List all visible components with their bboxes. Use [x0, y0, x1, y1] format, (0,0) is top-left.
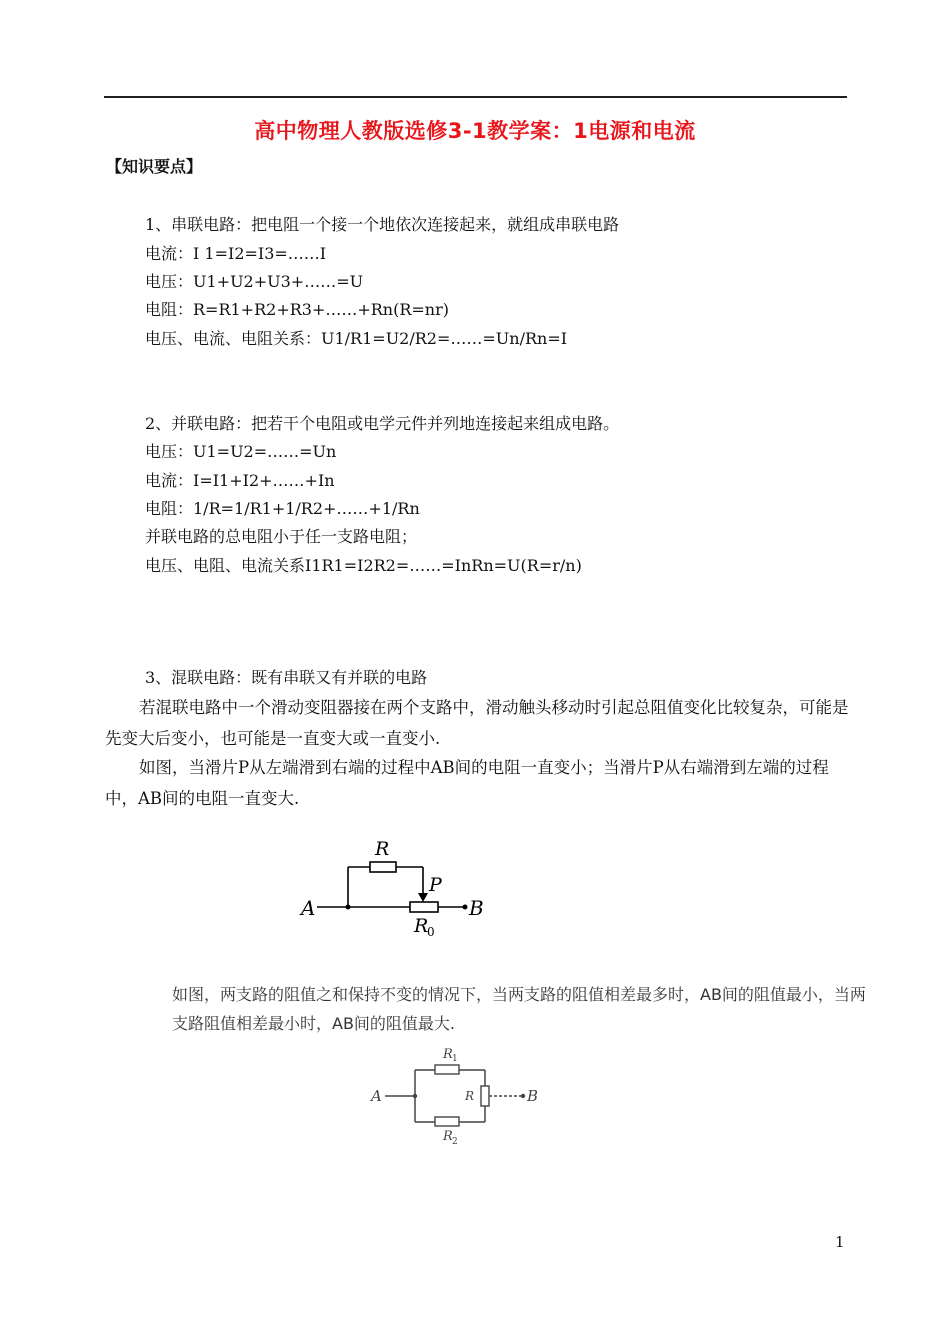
- resistor-R1: [435, 1065, 459, 1074]
- label-R0: R: [414, 915, 429, 937]
- slider-arrow: [418, 893, 428, 902]
- mixed-paragraph-2: 如图，当滑片P从左端滑到右端的过程中AB间的电阻一直变小；当滑片P从右端滑到左端的过程中，AB间的电阻一直变大.: [105, 758, 829, 808]
- parallel-voltage: 电压：U1=U2=……=Un: [145, 442, 337, 461]
- label-B: B: [527, 1087, 539, 1105]
- label-B: B: [469, 896, 484, 920]
- terminal-B-node: [521, 1094, 525, 1098]
- section-heading: 【知识要点】: [106, 157, 203, 176]
- series-current: 电流：I 1=I2=I3=……I: [145, 244, 327, 263]
- parallel-relation: 电压、电阻、电流关系I1R1=I2R2=……=InRn=U(R=r/n): [145, 556, 582, 575]
- label-A: A: [371, 1087, 382, 1105]
- resistor-R2: [435, 1117, 459, 1126]
- rheostat-R: [481, 1086, 489, 1106]
- page-title: 高中物理人教版选修3-1教学案：1电源和电流: [254, 119, 696, 143]
- mixed-paragraph-1: 若混联电路中一个滑动变阻器接在两个支路中，滑动触头移动时引起总阻值变化比较复杂，可能是先变大后变小，也可能是一直变大或一直变小.: [105, 698, 849, 748]
- parallel-current: 电流：I=I1+I2+……+In: [145, 471, 335, 490]
- series-heading: 1、串联电路：把电阻一个接一个地依次连接起来，就组成串联电路: [145, 215, 620, 234]
- label-A: A: [301, 896, 316, 920]
- parallel-resistance: 电阻：1/R=1/R1+1/R2+……+1/Rn: [145, 499, 420, 518]
- series-relation: 电压、电流、电阻关系：U1/R1=U2/R2=……=Un/Rn=I: [145, 329, 568, 348]
- label-R1-subscript: 1: [452, 1054, 458, 1064]
- label-R0-subscript: 0: [427, 925, 435, 939]
- series-voltage: 电压：U1+U2+U3+……=U: [145, 272, 364, 291]
- terminal-B-node: [463, 905, 468, 910]
- label-R1: R: [443, 1047, 453, 1062]
- header-rule: [104, 96, 847, 98]
- label-R: R: [465, 1089, 475, 1103]
- parallel-heading: 2、并联电路：把若干个电阻或电学元件并列地连接起来组成电路。: [145, 414, 620, 433]
- label-P: P: [429, 874, 442, 896]
- rheostat-R0: [410, 902, 438, 912]
- label-R2-subscript: 2: [452, 1137, 458, 1147]
- resistor-R: [370, 862, 396, 872]
- series-resistance: 电阻：R=R1+R2+R3+……+Rn(R=nr): [145, 300, 450, 319]
- parallel-note: 并联电路的总电阻小于任一支路电阻；: [145, 527, 418, 546]
- page-number: 1: [835, 1233, 845, 1251]
- label-R: R: [375, 838, 390, 860]
- label-R2: R: [443, 1129, 453, 1144]
- circuit-diagram-two-branches: [365, 1040, 555, 1155]
- circuit-diagram-sliding-rheostat: [295, 835, 495, 945]
- mixed-heading: 3、混联电路：既有串联又有并联的电路: [145, 668, 428, 687]
- note-paragraph: 如图，两支路的阻值之和保持不变的情况下，当两支路的阻值相差最多时，AB间的阻值最小，当两支路阻值相差最小时，AB间的阻值最大.: [172, 985, 866, 1033]
